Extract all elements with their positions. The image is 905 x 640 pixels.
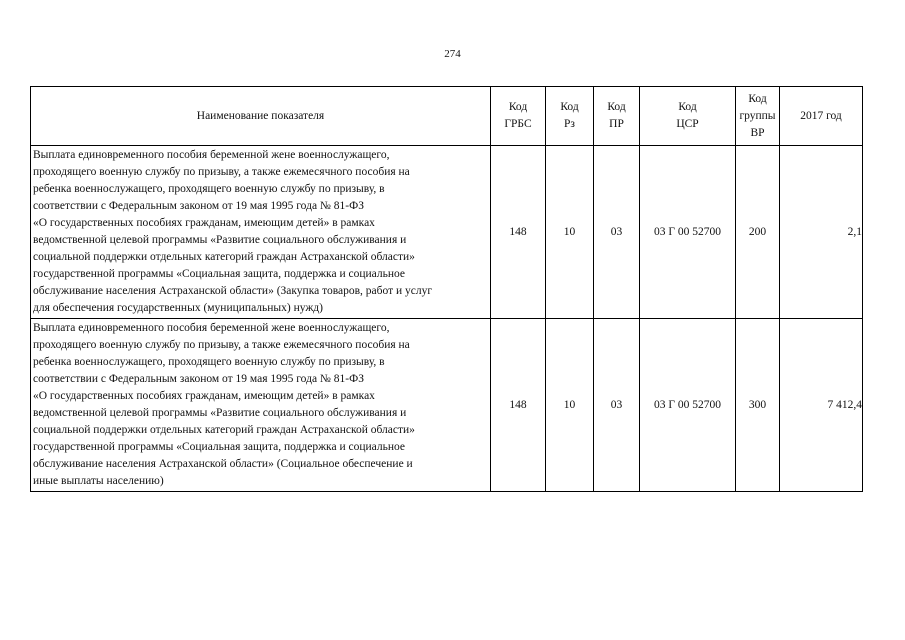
indicator-name-line: ребенка военнослужащего, проходящего военную службу по призыву, в [33,356,385,368]
budget-table [30,86,863,492]
header-vr-line1: Код [748,92,767,105]
indicator-name-line: соответствии с Федеральным законом от 19 мая 1995 года № 81-ФЗ [33,200,364,212]
indicator-name [31,319,491,492]
header-pr-line1: Код [607,101,626,113]
header-vr-line3: ВР [750,126,765,139]
indicator-name-line: государственной программы «Социальная защита, поддержка и социальное [33,268,405,280]
header-vr-line2: группы [739,109,776,122]
pr-code: 03 [594,319,640,492]
header-grbs-line2: ГРБС [504,118,532,130]
amount-2017: 2,1 [780,146,863,319]
header-row [31,87,863,146]
header-rz [546,87,594,146]
header-csr [640,87,736,146]
indicator-name-line: государственной программы «Социальная защита, поддержка и социальное [33,441,405,453]
header-pr-line2: ПР [609,118,624,130]
indicator-name-line: ведомственной целевой программы «Развитие социального обслуживания и [33,407,407,419]
indicator-name-line: ведомственной целевой программы «Развитие социального обслуживания и [33,234,407,246]
indicator-name-line: проходящего военную службу по призыву, а также ежемесячного пособия на [33,339,410,351]
vr-code: 200 [736,146,780,319]
rz-code: 10 [546,319,594,492]
header-name: Наименование показателя [31,87,491,146]
indicator-name [31,146,491,319]
table-row [31,146,863,319]
indicator-name-line: проходящего военную службу по призыву, а также ежемесячного пособия на [33,166,410,178]
grbs-code: 148 [491,319,546,492]
indicator-name-line: для обеспечения государственных (муниципальных) нужд) [33,302,323,314]
csr-code: 03 Г 00 52700 [640,319,736,492]
indicator-name-line: Выплата единовременного пособия беременной жене военнослужащего, [33,322,390,334]
pr-code: 03 [594,146,640,319]
table-row [31,319,863,492]
header-vr [736,87,780,146]
header-grbs-line1: Код [508,101,528,113]
rz-code: 10 [546,146,594,319]
vr-code: 300 [736,319,780,492]
header-rz-line2: Рз [564,118,575,130]
csr-code: 03 Г 00 52700 [640,146,736,319]
indicator-name-line: иные выплаты населению) [33,475,164,487]
indicator-name-line: социальной поддержки отдельных категорий граждан Астраханской области» [33,251,415,263]
indicator-name-line: соответствии с Федеральным законом от 19 мая 1995 года № 81-ФЗ [33,373,364,385]
indicator-name-line: обслуживание населения Астраханской области» (Закупка товаров, работ и услуг [33,285,433,297]
indicator-name-line: «О государственных пособиях гражданам, имеющим детей» в рамках [33,217,375,229]
amount-2017: 7 412,4 [780,319,863,492]
indicator-name-line: ребенка военнослужащего, проходящего военную службу по призыву, в [33,183,385,195]
header-pr [594,87,640,146]
header-grbs [491,87,546,146]
header-year: 2017 год [780,87,863,146]
page-number: 274 [444,48,461,60]
indicator-name-line: социальной поддержки отдельных категорий граждан Астраханской области» [33,424,415,436]
header-csr-line2: ЦСР [676,118,699,130]
indicator-name-line: Выплата единовременного пособия беременной жене военнослужащего, [33,149,390,161]
header-rz-line1: Код [560,101,579,113]
grbs-code: 148 [491,146,546,319]
indicator-name-line: «О государственных пособиях гражданам, имеющим детей» в рамках [33,390,375,402]
indicator-name-line: обслуживание населения Астраханской области» (Социальное обеспечение и [33,458,413,470]
header-csr-line1: Код [678,101,697,113]
